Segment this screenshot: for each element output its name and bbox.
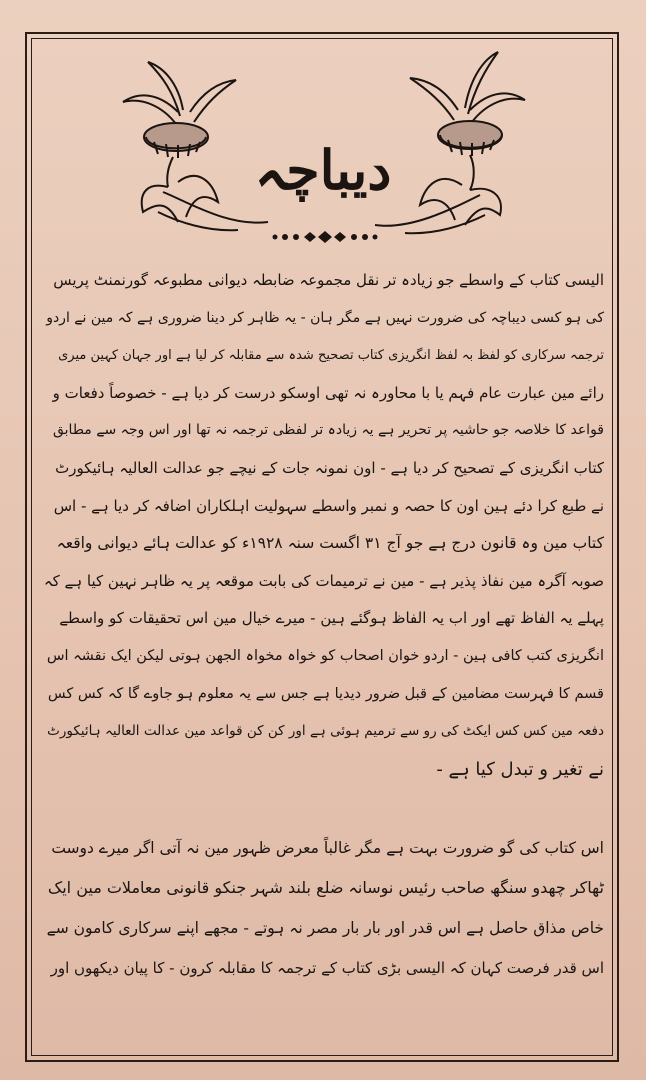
text-line: دفعہ مین کس کس ایکٹ کی رو سے ترمیم ہوئی ہے اور کن کن قواعد مین عدالت العالیہ ہائیکورٹ (47, 723, 604, 740)
ornamental-divider (270, 230, 380, 244)
text-line: ٹھاکر چھدو سنگھ صاحب رئیس نوسانہ ضلع بلند شہر جنکو قانونی معاملات مین ایک (47, 878, 604, 898)
text-line: خاص مذاق حاصل ہے اس قدر اور بار بار مصر نہ ہوتے - مجھے اپنے سرکاری کامون سے (46, 919, 604, 938)
text-line: کی ہو کسی دیباچہ کی ضرورت نہیں ہے مگر ہان - یہ ظاہر کر دینا ضروری ہے کہ مین نے اردو (46, 309, 604, 326)
text-line: پہلے یہ الفاظ تھے اور اب یہ الفاظ ہوگئے ہین - میرے خیال مین اس تحقیقات کو واسطے (59, 609, 604, 628)
text-line: کتاب انگریزی کے تصحیح کر دیا ہے - اون نمونہ جات کے نیچے جو عدالت العالیہ ہائیکورٹ (55, 458, 604, 477)
text-line: انگریزی کتب کافی ہین - اردو خوان اصحاب کو خواہ مخواہ الجھن ہوتی لیکن ایک نقشہ اس (46, 647, 604, 664)
paragraph-2 (44, 828, 604, 988)
text-line: الیسی کتاب کے واسطے جو زیادہ تر نقل مجموعہ ضابطہ دیوانی مطبوعہ گورنمنٹ پریس (53, 271, 604, 289)
text-line: قواعد کا خلاصہ جو حاشیہ پر تحریر ہے یہ زیادہ تر لفظی ترجمہ نہ تھا اور اس وجہ سے مطابق (52, 422, 604, 439)
text-line: قسم کا فہرست مضامین کے قبل ضرور دیدیا ہے جس سے یہ معلوم ہو جاوے گا کہ کس کس (47, 685, 604, 702)
text-line: نے تغیر و تبدل کیا ہے - (436, 758, 604, 780)
preface-body (44, 262, 604, 988)
text-line: رائے مین عبارت عام فہم یا با محاورہ نہ تھی اوسکو درست کر دیا ہے - خصوصاً دفعات و (52, 383, 604, 402)
text-line: ترجمہ سرکاری کو لفظ بہ لفظ انگریزی کتاب تصحیح شدہ سے مقابلہ کر لیا ہے اور جہان کہین میری (58, 348, 604, 364)
page-title: دیباچہ (254, 138, 392, 202)
text-line: اس قدر فرصت کہان کہ الیسی بڑی کتاب کے ترجمہ کا مقابلہ کرون - کا پیان دیکھوں اور (50, 959, 604, 978)
paragraph-1 (44, 262, 604, 788)
text-line: نے طبع کرا دئے ہین اون کا حصہ و نمبر واسطے سہولیت اہلکاران اضافہ کر دیا ہے - اس (53, 496, 604, 515)
text-line: کتاب مین وہ قانون درج ہے جو آج ۳۱ اگست سنہ ۱۹۲۸ء کو عدالت ہائے دیوانی واقعہ (56, 534, 604, 553)
text-line: اس کتاب کی گو ضرورت بہت ہے مگر غالباً معرض ظہور مین نہ آتی اگر میرے دوست (51, 839, 604, 858)
text-line: صوبہ آگرہ مین نفاذ پذیر ہے - مین نے ترمیمات کی بابت موقعہ پر یہ ظاہر نہین کیا ہے کہ (44, 571, 604, 590)
